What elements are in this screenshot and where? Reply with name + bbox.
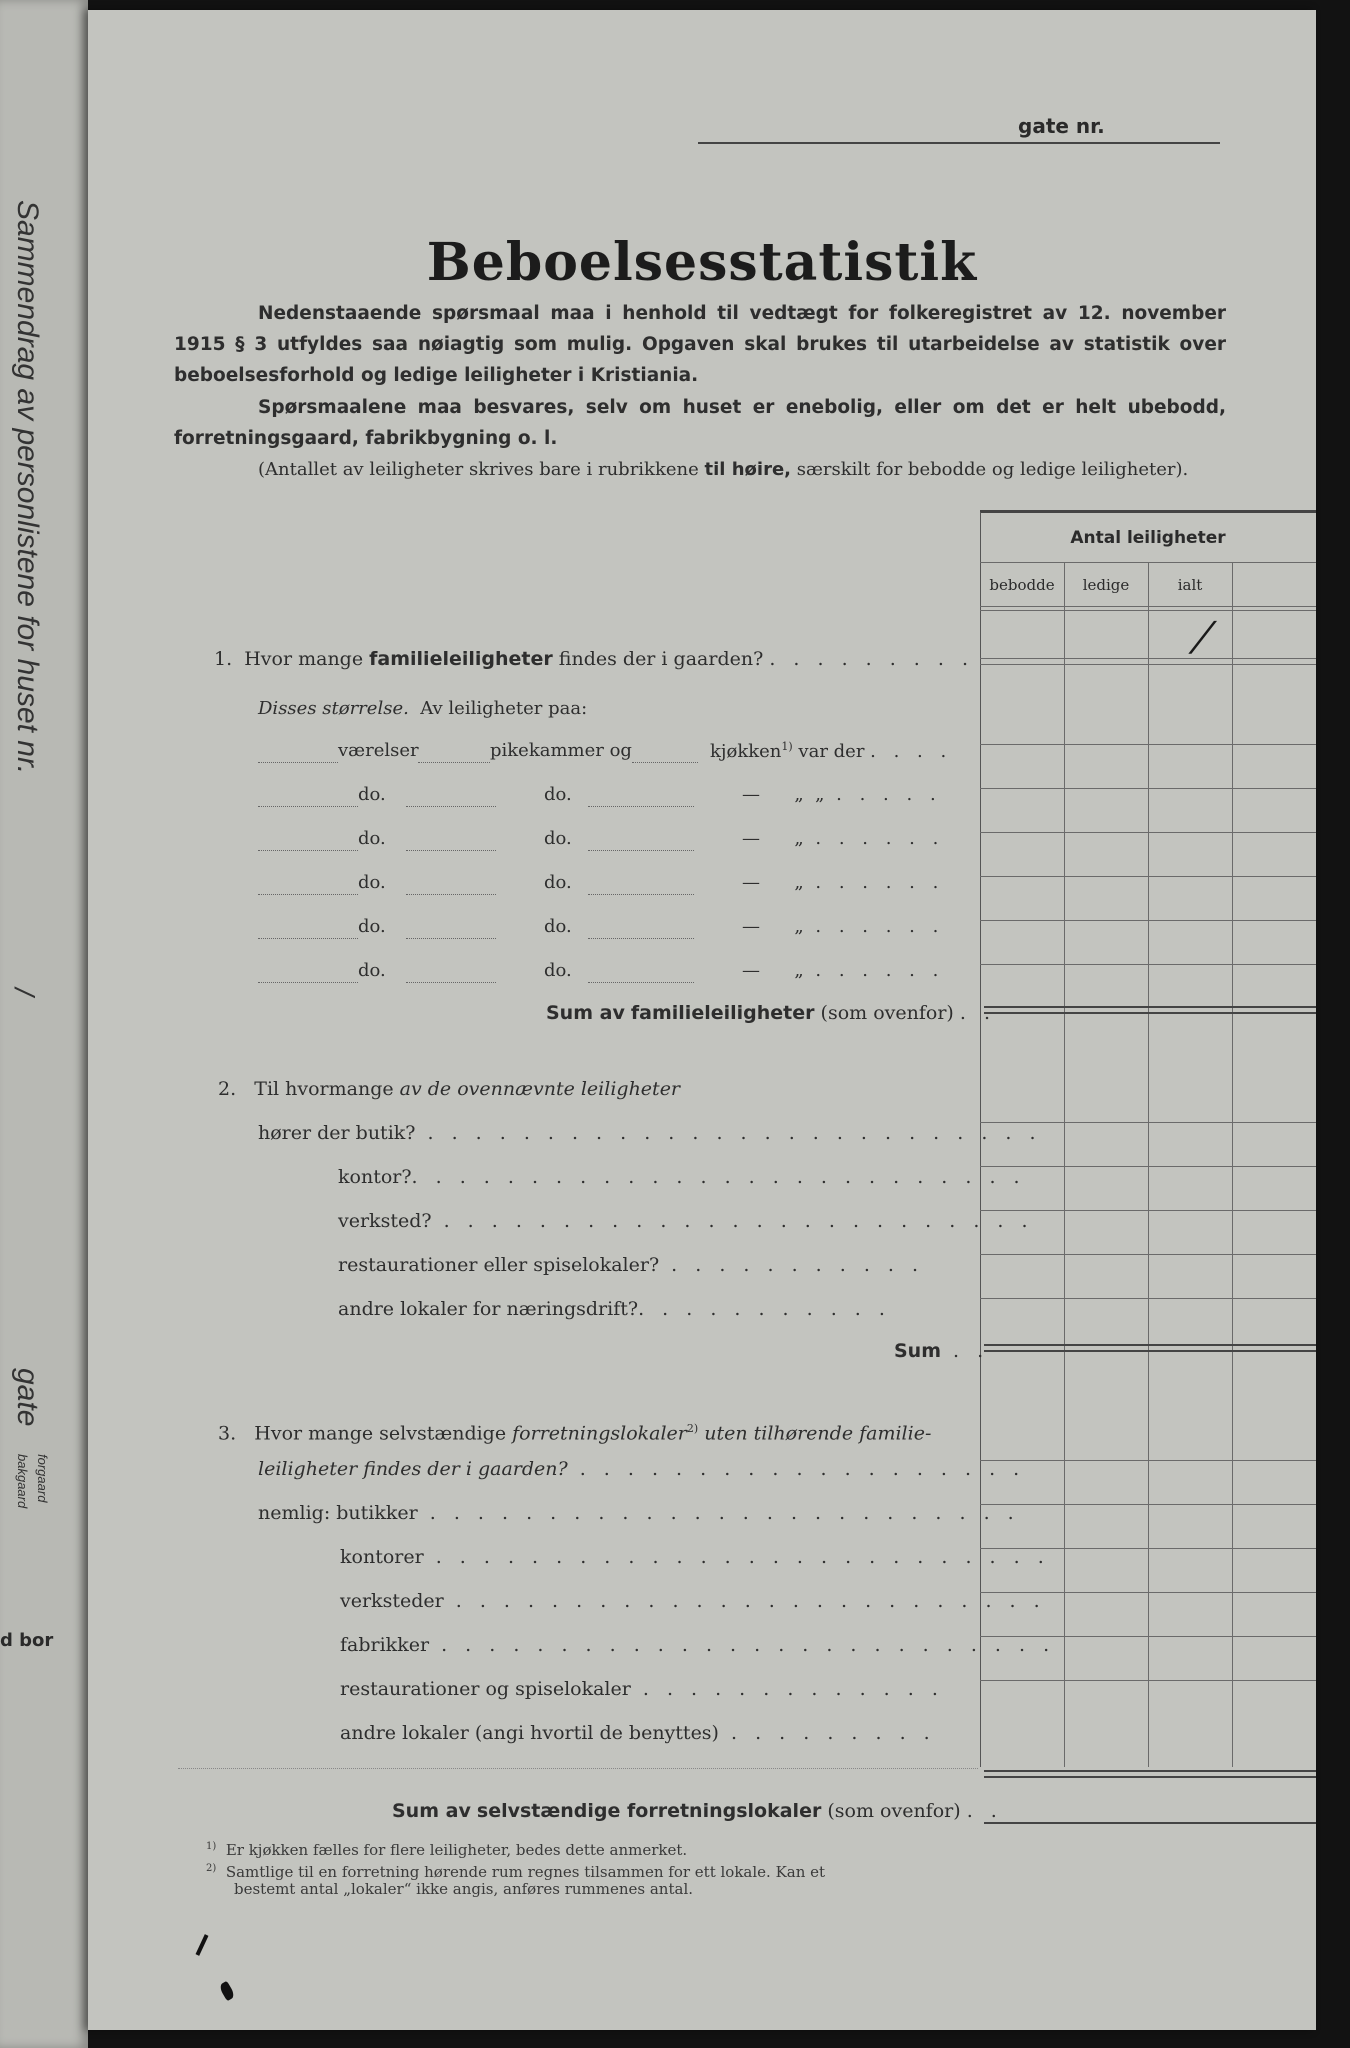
- col-divider-3: [1232, 562, 1233, 1767]
- intro-paragraph-3: [174, 454, 1226, 485]
- intro-p3-bold: til høire,: [704, 459, 791, 480]
- q2-italic: av de ovennævnte leiligheter: [399, 1078, 681, 1100]
- footnote-2-cont: bestemt antal „lokaler“ ikke angis, anføres rummenes antal.: [234, 1880, 694, 1898]
- q3-item-butikker: nemlig: butikker . . . . . . . . . . . . . . . . . . . . . . . . .: [258, 1502, 1020, 1524]
- q3-number: 3.: [218, 1422, 237, 1445]
- q3-line-2: leiligheter findes der i gaarden? . . . . . . . . . . . . . . . . . . .: [258, 1458, 1026, 1480]
- q1-kjokken: kjøkken: [710, 741, 782, 762]
- gate-nr-label: gate nr.: [1018, 114, 1105, 138]
- q3-item-kontorer: kontorer . . . . . . . . . . . . . . . . . . . . . . . . . .: [340, 1546, 1050, 1568]
- side-slash-mark: /: [9, 988, 40, 996]
- footnote-2: $^{2)}$ Samtlige til en forretning hørende rum regnes tilsammen for ett lokale. Kan et: [206, 1863, 826, 1881]
- page-title: Beboelsesstatistik: [426, 232, 978, 293]
- side-bakgaard: bakgaard: [15, 1454, 30, 1509]
- q3-item-fabrikker: fabrikker . . . . . . . . . . . . . . . . . . . . . . . . . .: [340, 1634, 1056, 1656]
- q1-sizes-italic: Disses størrelse.: [258, 698, 409, 719]
- q2-item-verksted: verksted? . . . . . . . . . . . . . . . . . . . . . . . . .: [338, 1210, 1034, 1232]
- q1-number: 1.: [214, 648, 233, 670]
- table-top-rule: [980, 510, 1316, 513]
- q3-italic: forretningslokaler: [512, 1422, 687, 1445]
- q2-sum: Sum . .: [894, 1340, 990, 1362]
- q2-line: [218, 1078, 680, 1100]
- intro-paragraph-2: Spørsmaalene maa besvares, selv om huset er enebolig, eller om det er helt ubebodd, forretningsgaard, fabrikbygning o. l.: [174, 397, 1226, 449]
- q3-line: 3. Hvor mange selvstændige forretningslokaler$^{2)}$ uten tilhørende familie-: [218, 1422, 932, 1445]
- q1-vaerelser: værelser: [338, 740, 419, 761]
- footnote-1: $^{1)}$ Er kjøkken fælles for flere leiligheter, bedes dette anmerket.: [206, 1841, 688, 1859]
- intro-p3-text-end: særskilt for bebodde og ledige leiligheter).: [796, 459, 1189, 480]
- side-fragment: d bor: [0, 1630, 54, 1651]
- intro-paragraph-1: Nedenstaaende spørsmaal maa i henhold til vedtægt for folkeregistret av 12. november 1915 § 3 utfyldes saa nøiagtig som mulig. Opgaven skal brukes til utarbeidelse av statistik over beboelsesforhold og ledige leiligheter i Kristiania.: [174, 303, 1226, 386]
- q1-sum-line: Sum av familieleiligheter (som ovenfor) . .: [546, 1002, 996, 1024]
- q1-var-der: var der: [798, 741, 865, 762]
- q1-rooms-header: [338, 740, 419, 761]
- q1-bold: familieleiligheter: [369, 648, 553, 670]
- col-divider-1: [1064, 562, 1065, 1767]
- q3-italic-2: uten tilhørende familie-: [704, 1422, 932, 1445]
- q2-item-andre: andre lokaler for næringsdrift?. . . . . . . . . . .: [338, 1298, 891, 1320]
- ink-mark-2: [218, 1981, 236, 2002]
- q1-sizes-line: [258, 698, 587, 719]
- q3-item-restaurationer: restaurationer og spiselokaler . . . . . . . . . . . . .: [340, 1678, 944, 1700]
- q3-item-verksteder: verksteder . . . . . . . . . . . . . . . . . . . . . . . . .: [340, 1590, 1046, 1612]
- q3-sum-line: Sum av selvstændige forretningslokaler (som ovenfor) . .: [392, 1800, 1003, 1822]
- col-divider-2: [1148, 562, 1149, 1767]
- col-head-ledige: ledige: [1082, 576, 1130, 594]
- q2-item-butik: hører der butik? . . . . . . . . . . . . . . . . . . . . . . . . . .: [258, 1122, 1042, 1144]
- q1-text-end: findes der i gaarden?: [558, 648, 764, 670]
- q2-text: Til hvormange: [254, 1078, 394, 1100]
- side-forgaard: forgaard: [35, 1454, 50, 1503]
- q1-footnote-ref: 1): [781, 740, 793, 753]
- q2-item-kontor: kontor?. . . . . . . . . . . . . . . . . . . . . . . . . .: [338, 1166, 1026, 1188]
- q3-text: Hvor mange selvstændige: [254, 1422, 507, 1445]
- census-form-page: gate nr. Beboelsesstatistik Nedenstaaende spørsmaal maa i henhold til vedtægt for folkeregistret av 12. november 1915 § 3 utfyldes saa nøiagtig som mulig. Opgaven skal brukes til utarbeidelse av statistik over beboelsesforhold og ledige leiligheter i Kristiania. Spørsmaalene maa besvares, selv om huset er enebolig, eller om det er helt ubebodd, forretningsgaard, fabrikbygning o. l. (Antallet av leiligheter skrives bare i rubrikkene til høire, særskilt for bebodde og ledige leiligheter). Antal leiligheter bebodde ledige ialt / 1. Hvor mange familieleiligheter findes der i gaarden? . . . . . . . . . Disses størrelse. Av leiligheter paa: værelser pikekammer og kjøkken$^{1)}$ var der . . . . do. do. — „ „ . . . . . do. do. — „ . . . . . . do. do. — „ . . . . . . do. do. — „ . . . . . . do. do. — „ . . . . . . Sum av familieleiligheter (som ovenfor) . . 2. Til hvormange av de ovennævnte leiligheter hører der butik? . . . . . . . . . . . . . . . . . . . . . . . . . . kontor?. . . . . . . . . . . . . . . . . . . . . . . . . . verksted? . . . . . . . . . . . . . . . . . . . . . . . . . restaurationer eller spiselokaler? . . . . . . . . . . . andre lokaler for næringsdrift?. . . . . . . . . . . Sum . . 3. Hvor mange selvstændige forretningslokaler$^{2)}$ uten tilhørende familie- leiligheter findes der i gaarden? . . . . . . . . . . . . . . . . . . . nemlig: butikker . . . . . . . . . . . . . . . . . . . . . . . . . kontorer . . . . . . . . . . . . . . . . . . . . . . . . . . verksteder . . . . . . . . . . . . . . . . . . . . . . . . . fabrikker . . . . . . . . . . . . . . . . . . . . . . . . . . restaurationer og spiselokaler . . . . . . . . . . . . . andre lokaler (angi hvortil de benyttes) . . . . . . . . . Sum av selvstændige forretningslokaler (som ovenfor) . . $^{1)}$ Er kjøkken fælles for flere leiligheter, bedes dette anmerket. $^{2)}$ Samtlige til en forretning hørende rum regnes tilsammen for ett lokale. Kan et bestemt antal „lokaler“ ikke angis, anføres rummenes antal.: [88, 10, 1316, 2030]
- table-header-title: Antal leiligheter: [1070, 528, 1226, 548]
- q1-sizes-rest: Av leiligheter paa:: [420, 698, 588, 719]
- q2-number: 2.: [218, 1078, 237, 1100]
- q1-sum-bold: familieleiligheter: [630, 1002, 815, 1024]
- ink-mark-1: [196, 1934, 209, 1956]
- side-gate-label: gate: [11, 1368, 44, 1427]
- q1-sum-label: Sum av: [546, 1002, 625, 1024]
- q1-line: 1. Hvor mange familieleiligheter findes der i gaarden? . . . . . . . . .: [214, 648, 975, 670]
- q1-pikekammer: pikekammer og: [490, 740, 632, 761]
- q3-item-andre: andre lokaler (angi hvortil de benyttes) . . . . . . . . .: [340, 1722, 936, 1744]
- intro-p3-text: (Antallet av leiligheter skrives bare i rubrikkene: [258, 459, 699, 480]
- q2-item-restauration: restaurationer eller spiselokaler? . . . . . . . . . . .: [338, 1254, 925, 1276]
- q1-text: Hvor mange: [244, 648, 364, 670]
- q1-sum-end: (som ovenfor): [820, 1002, 954, 1024]
- handwritten-entry-ialt: /: [1189, 614, 1216, 660]
- adjacent-sheet-edge: [0, 0, 88, 2048]
- side-vertical-heading: Sammendrag av personlistene for huset nr.: [11, 200, 44, 775]
- col-head-bebodde: bebodde: [989, 576, 1055, 594]
- gate-nr-underline: [698, 142, 1220, 144]
- col-head-ialt: ialt: [1177, 576, 1203, 594]
